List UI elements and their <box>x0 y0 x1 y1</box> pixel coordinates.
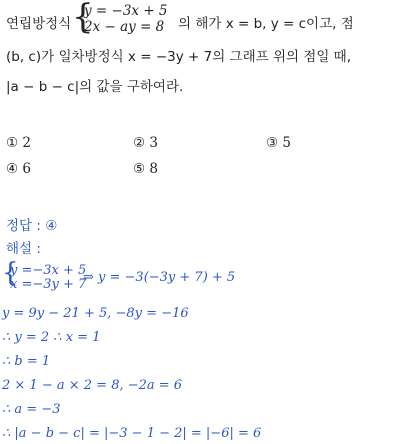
choice-mark: ⑤ <box>133 161 146 177</box>
system-brace: { <box>72 0 94 37</box>
choice-3[interactable] <box>266 135 291 151</box>
solution-system-eq1: y =−3x + 5 <box>10 263 87 278</box>
explanation-label: 해설 : <box>6 241 41 257</box>
choice-value: 2 <box>22 135 31 151</box>
choice-value: 3 <box>149 135 158 151</box>
choice-mark: ① <box>6 135 19 151</box>
solution-system-eq2: x =−3y + 7 <box>10 277 87 292</box>
solution-step-3: ∴ b = 1 <box>2 354 51 369</box>
question-line3: |a − b − c|의 값을 구하여라. <box>6 79 184 95</box>
choice-5[interactable] <box>133 161 158 177</box>
choice-mark: ③ <box>266 135 279 151</box>
choice-value: 6 <box>22 161 31 177</box>
question-line1-rest: 의 해가 x = b, y = c이고, 점 <box>178 16 354 32</box>
choice-value: 8 <box>149 161 158 177</box>
solution-step-6: ∴ |a − b − c| = |−3 − 1 − 2| = |−6| = 6 <box>2 426 262 441</box>
system-equation-2: 2x − ay = 8 <box>84 19 165 35</box>
choice-2[interactable] <box>133 135 158 151</box>
choice-mark: ② <box>133 135 146 151</box>
answer-label: 정답 : ④ <box>6 218 58 234</box>
solution-step-2: ∴ y = 2 ∴ x = 1 <box>2 330 101 345</box>
solution-system-brace: { <box>2 258 19 288</box>
solution-step-1: y = 9y − 21 + 5, −8y = −16 <box>2 306 189 321</box>
question-prefix: 연립방정식 <box>6 16 72 32</box>
system-equation-1: y = −3x + 5 <box>84 3 168 19</box>
solution-system-result: ⇒ y = −3(−3y + 7) + 5 <box>83 270 236 285</box>
choice-1[interactable] <box>6 135 31 151</box>
choice-mark: ④ <box>6 161 19 177</box>
question-line2: (b, c)가 일차방정식 x = −3y + 7의 그래프 위의 점일 때, <box>6 49 352 65</box>
choice-value: 5 <box>282 135 291 151</box>
choice-4[interactable] <box>6 161 31 177</box>
solution-step-5: ∴ a = −3 <box>2 402 61 417</box>
solution-step-4: 2 × 1 − a × 2 = 8, −2a = 6 <box>2 378 183 393</box>
